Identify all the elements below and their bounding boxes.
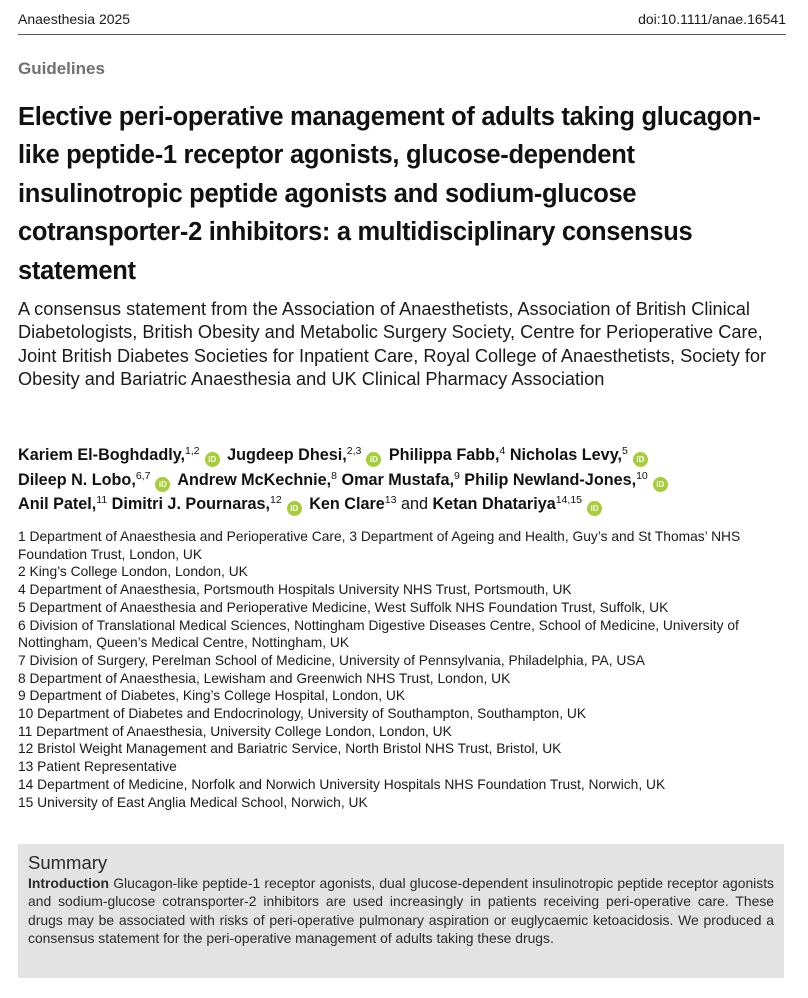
affiliation: 7 Division of Surgery, Perelman School of Medicine, University of Pennsylvania, Philadelphia, PA, USA xyxy=(18,652,645,668)
orcid-icon[interactable]: iD xyxy=(633,452,648,467)
affiliation: 6 Division of Translational Medical Sciences, Nottingham Digestive Diseases Centre, School of Medicine, University of Nottingham, Queen’s Medical Centre, Nottingham, UK xyxy=(18,617,739,651)
author: Dimitri J. Pournaras,$^{12}$ xyxy=(111,494,282,513)
header-divider xyxy=(18,34,786,35)
author: Philippa Fabb,$^4$ xyxy=(388,445,506,464)
affiliation: 13 Patient Representative xyxy=(18,759,177,775)
orcid-icon[interactable]: iD xyxy=(653,477,668,492)
author: Ken Clare$^{13}$ xyxy=(309,494,397,513)
summary-introduction xyxy=(28,874,774,947)
affiliation-list xyxy=(18,528,793,811)
summary-box xyxy=(18,844,784,978)
affiliation: 14 Department of Medicine, Norfolk and Norwich University Hospitals NHS Foundation Trust, Norwich, UK xyxy=(18,776,666,792)
affiliation: 10 Department of Diabetes and Endocrinology, University of Southampton, Southampton, UK xyxy=(18,706,587,722)
summary-intro-text: Glucagon-like peptide-1 receptor agonists, dual glucose-dependent insulinotropic peptide receptor agonists and sodium-glucose cotransporter-2 inhibitors are used increasingly in patients receiving peri-operative care. These drugs may be associated with risks of peri-operative pulmonary aspiration or euglycaemic ketoacidosis. We produced a consensus statement for the peri-operative management of adults taking these drugs. xyxy=(28,875,775,946)
affiliation: 15 University of East Anglia Medical School, Norwich, UK xyxy=(18,794,368,810)
author: Ketan Dhatariya$^{14,15}$ xyxy=(432,494,582,513)
orcid-icon[interactable]: iD xyxy=(155,477,170,492)
doi-link[interactable]: doi:10.1111/anae.16541 xyxy=(638,11,786,27)
article-title: Elective peri-operative management of adults taking glucagon-like peptide-1 receptor agonists, glucose-dependent insulinotropic peptide agonists and sodium-glucose cotransporter-2 inhibitors: a multidisciplinary consensus statement xyxy=(18,103,761,285)
section-label: Guidelines xyxy=(18,59,105,78)
orcid-icon[interactable]: iD xyxy=(366,452,381,467)
author: Kariem El-Boghdadly,$^{1,2}$ xyxy=(18,445,200,464)
author: Dileep N. Lobo,$^{6,7}$ xyxy=(18,469,151,489)
affiliation: 4 Department of Anaesthesia, Portsmouth Hospitals University NHS Trust, Portsmouth, UK xyxy=(18,582,572,598)
authors-conjunction: and xyxy=(400,495,428,513)
summary-intro-label: Introduction xyxy=(28,875,110,891)
affiliation: 9 Department of Diabetes, King’s College Hospital, London, UK xyxy=(18,688,406,704)
author: Jugdeep Dhesi,$^{2,3}$ xyxy=(227,445,362,464)
affiliation: 8 Department of Anaesthesia, Lewisham and Greenwich NHS Trust, London, UK xyxy=(18,670,511,686)
affiliation: 1 Department of Anaesthesia and Perioperative Care, 3 Department of Ageing and Health, Guy’s and St Thomas’ NHS Foundation Trust, London, UK xyxy=(18,529,741,562)
orcid-icon[interactable]: iD xyxy=(205,452,220,467)
author: Omar Mustafa,$^9$ xyxy=(341,469,460,489)
summary-heading: Summary xyxy=(28,852,108,873)
orcid-icon[interactable]: iD xyxy=(587,501,602,516)
author: Philip Newland-Jones,$^{10}$ xyxy=(464,469,648,489)
journal-name: Anaesthesia 2025 xyxy=(18,11,131,27)
author: Andrew McKechnie,$^8$ xyxy=(177,469,337,489)
author-list xyxy=(18,443,793,517)
affiliation: 2 King’s College London, London, UK xyxy=(18,564,248,580)
author: Nicholas Levy,$^5$ xyxy=(509,445,628,464)
orcid-icon[interactable]: iD xyxy=(287,501,302,516)
page-header xyxy=(18,11,786,27)
affiliation: 12 Bristol Weight Management and Bariatric Service, North Bristol NHS Trust, Bristol, UK xyxy=(18,741,562,757)
author: Anil Patel,$^{11}$ xyxy=(18,494,108,513)
article-subtitle: A consensus statement from the Association of Anaesthetists, Association of British Clinical Diabetologists, British Obesity and Metabolic Surgery Society, Centre for Perioperative Care, Joint British Diabetes Societies for Inpatient Care, Royal College of Anaesthetists, Society for Obesity and Bariatric Anaesthesia and UK Clinical Pharmacy Association xyxy=(18,299,767,389)
affiliation: 5 Department of Anaesthesia and Perioperative Medicine, West Suffolk NHS Foundation Trust, Suffolk, UK xyxy=(18,599,669,615)
affiliation: 11 Department of Anaesthesia, University College London, London, UK xyxy=(18,723,452,739)
